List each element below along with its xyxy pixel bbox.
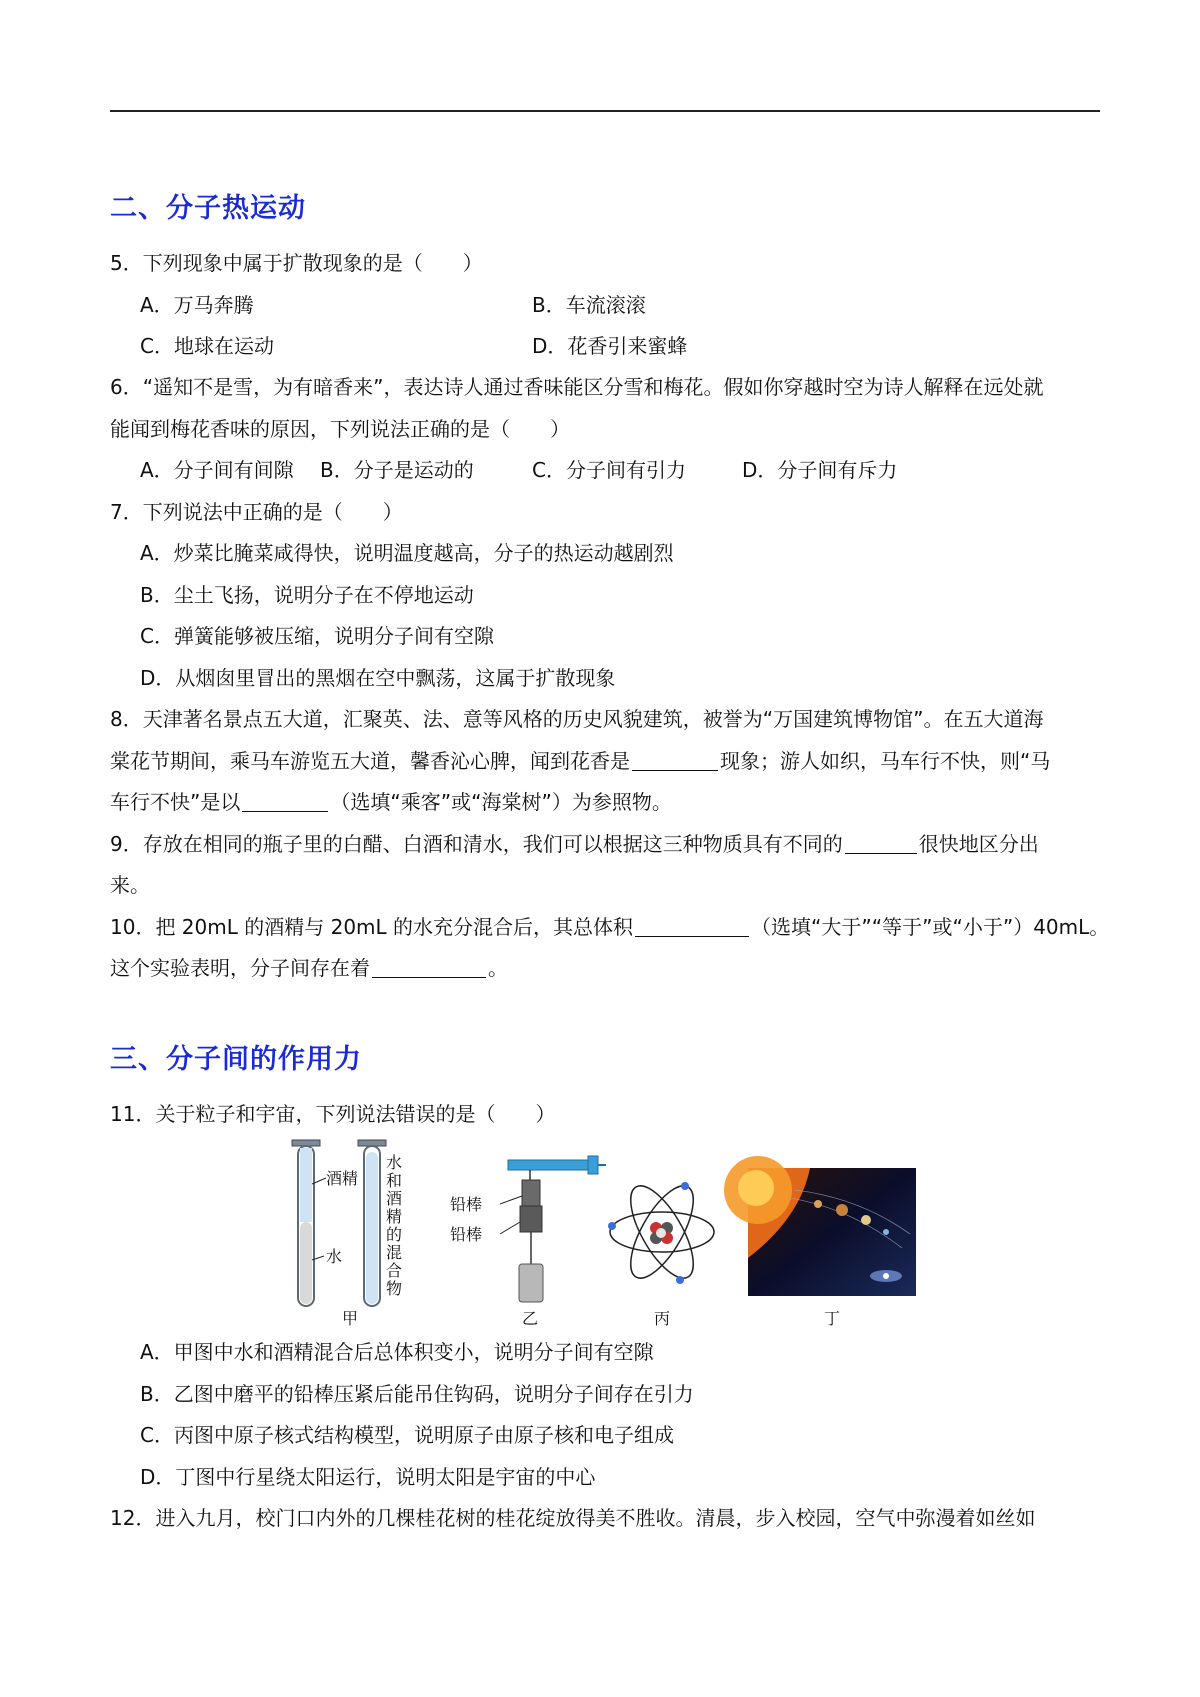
answer-blank[interactable] (242, 791, 328, 812)
question-6-option-a: A．分子间有间隙 (140, 458, 294, 482)
question-11-option-d: D．丁图中行星绕太阳运行，说明太阳是宇宙的中心 (140, 1465, 596, 1489)
question-10-line-2-text-a: 这个实验表明，分子间存在着 (110, 956, 370, 980)
answer-blank[interactable] (845, 833, 917, 854)
question-10-line-1-text-a: 10．把 20mL 的酒精与 20mL 的水充分混合后，其总体积 (110, 915, 634, 939)
question-10-line-1 (110, 914, 1109, 940)
figure-ding-solar-system (724, 1156, 916, 1328)
label-mixture-4: 的 (386, 1225, 403, 1244)
question-7-option-d: D．从烟囱里冒出的黑烟在空中飘荡，这属于扩散现象 (140, 666, 616, 690)
label-mixture-6: 合 (386, 1261, 403, 1280)
question-7-option-a: A．炒菜比腌菜咸得快，说明温度越高，分子的热运动越剧烈 (140, 541, 674, 565)
question-9-line-1-text-a: 9．存放在相同的瓶子里的白醋、白酒和清水，我们可以根据这三种物质具有不同的 (110, 832, 843, 856)
question-5-option-d: D．花香引来蜜蜂 (532, 334, 688, 358)
question-8-line-1: 8．天津著名景点五大道，汇聚英、法、意等风格的历史风貌建筑，被誉为“万国建筑博物馆”。在五大道海 (110, 707, 1044, 731)
answer-blank[interactable] (372, 957, 486, 978)
figure-yi-lead-rods (450, 1156, 606, 1328)
question-11-option-b: B．乙图中磨平的铅棒压紧后能吊住钩码，说明分子间存在引力 (140, 1382, 694, 1406)
section-title-3: 三、分子间的作用力 (110, 1044, 362, 1075)
label-water: 水 (326, 1247, 343, 1266)
question-9-line-2: 来。 (110, 873, 150, 897)
section-title-2: 二、分子热运动 (110, 193, 306, 224)
label-yi: 乙 (522, 1309, 539, 1328)
question-5-option-c: C．地球在运动 (140, 334, 274, 358)
label-mixture-5: 混 (386, 1243, 403, 1262)
label-mixture-2: 酒 (386, 1189, 403, 1208)
question-7-stem: 7．下列说法中正确的是（ ） (110, 500, 403, 524)
question-10-line-2-text-b: 。 (488, 956, 508, 980)
question-7-option-b: B．尘土飞扬，说明分子在不停地运动 (140, 583, 474, 607)
label-ding: 丁 (824, 1309, 841, 1328)
question-6-line-2: 能闻到梅花香味的原因，下列说法正确的是（ ） (110, 417, 570, 441)
question-5-stem: 5．下列现象中属于扩散现象的是（ ） (110, 251, 483, 275)
question-8-line-2 (110, 748, 1050, 774)
label-mixture-0: 水 (386, 1153, 403, 1172)
question-6-option-d: D．分子间有斥力 (742, 458, 898, 482)
label-lead-rod-2: 铅棒 (450, 1225, 483, 1244)
question-8-line-2-text-b: 现象；游人如织，马车行不快，则“马 (720, 749, 1051, 773)
question-8-line-3-text-a: 车行不快”是以 (110, 790, 241, 814)
question-9-line-1 (110, 831, 1039, 857)
question-11-figure (290, 1138, 920, 1328)
question-11-option-a: A．甲图中水和酒精混合后总体积变小，说明分子间有空隙 (140, 1340, 654, 1364)
label-mixture-3: 精 (386, 1207, 403, 1226)
label-alcohol: 酒精 (326, 1169, 359, 1188)
question-5-option-a: A．万马奔腾 (140, 293, 254, 317)
question-5-option-b: B．车流滚滚 (532, 293, 646, 317)
question-10-line-2 (110, 955, 508, 981)
question-11-option-c: C．丙图中原子核式结构模型，说明原子由原子核和电子组成 (140, 1423, 674, 1447)
label-mixture-7: 物 (386, 1279, 403, 1298)
answer-blank[interactable] (632, 750, 718, 771)
label-jia: 甲 (342, 1309, 359, 1328)
figure-jia-test-tubes (292, 1140, 402, 1328)
question-8-line-2-text-a: 棠花节期间，乘马车游览五大道，馨香沁心脾，闻到花香是 (110, 749, 630, 773)
question-8-line-3-text-b: （选填“乘客”或“海棠树”）为参照物。 (330, 790, 672, 814)
question-8-line-3 (110, 789, 672, 815)
question-6-option-b: B．分子是运动的 (320, 458, 474, 482)
figure-bing-atom-model (608, 1177, 714, 1328)
question-6-line-1: 6．“遥知不是雪，为有暗香来”，表达诗人通过香味能区分雪和梅花。假如你穿越时空为诗人解释在远处就 (110, 375, 1044, 399)
question-12-line-1: 12．进入九月，校门口内外的几棵桂花树的桂花绽放得美不胜收。清晨，步入校园，空气中弥漫着如丝如 (110, 1506, 1036, 1530)
question-7-option-c: C．弹簧能够被压缩，说明分子间有空隙 (140, 624, 494, 648)
question-10-line-1-text-b: （选填“大于”“等于”或“小于”）40mL。 (751, 915, 1110, 939)
answer-blank[interactable] (635, 916, 749, 937)
label-lead-rod-1: 铅棒 (450, 1195, 483, 1214)
header-rule (110, 110, 1100, 112)
question-11-stem: 11．关于粒子和宇宙，下列说法错误的是（ ） (110, 1102, 556, 1126)
question-6-option-c: C．分子间有引力 (532, 458, 686, 482)
question-9-line-1-text-b: 很快地区分出 (918, 832, 1039, 856)
label-bing: 丙 (654, 1309, 671, 1328)
label-mixture-1: 和 (386, 1171, 403, 1190)
